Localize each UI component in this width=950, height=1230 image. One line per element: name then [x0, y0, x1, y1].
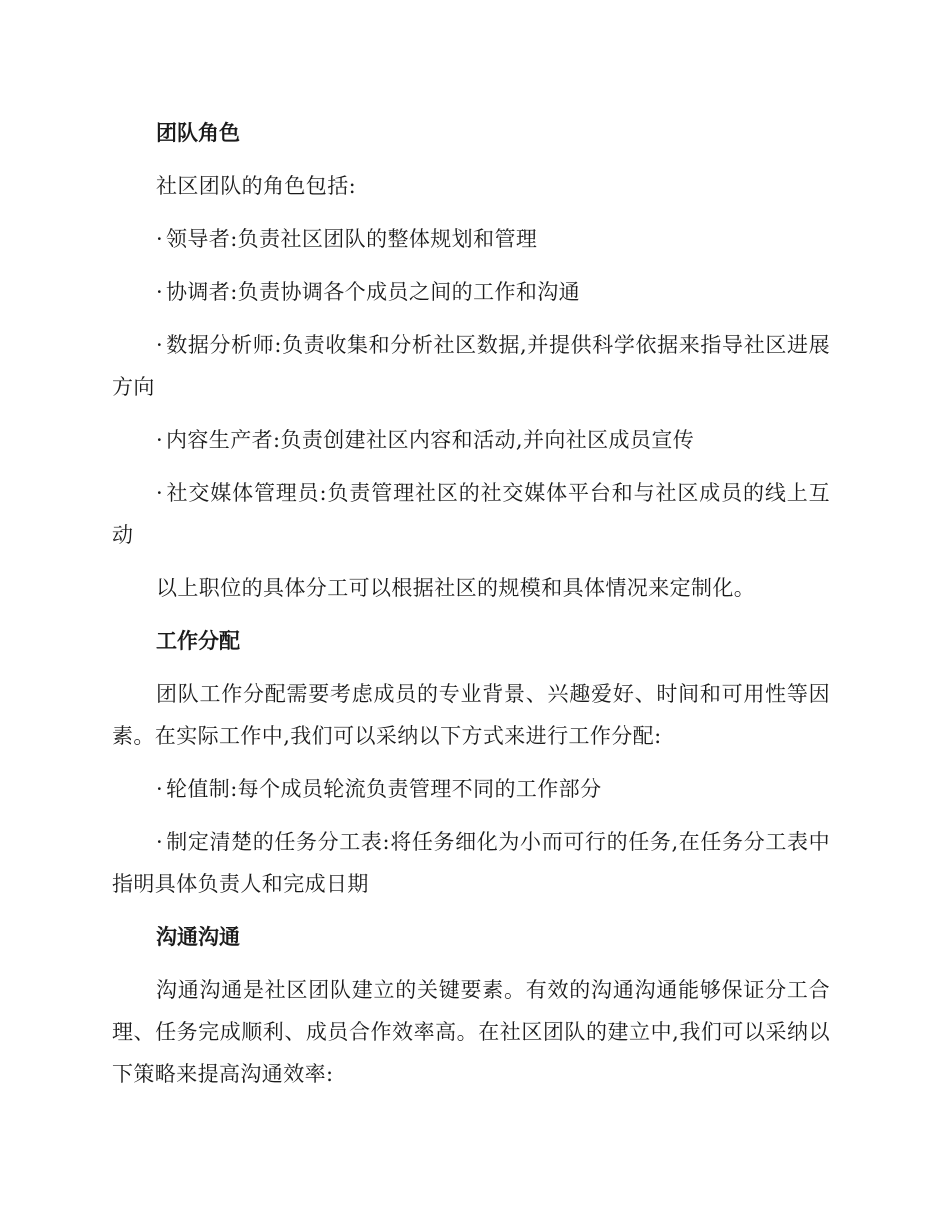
- bullet-symbol: ·: [156, 428, 164, 452]
- bullet-item: [112, 271, 830, 313]
- bullet-item: [112, 768, 830, 810]
- bullet-symbol: ·: [156, 481, 164, 505]
- bullet-item: [112, 821, 830, 905]
- section-intro: 团队工作分配需要考虑成员的专业背景、兴趣爱好、时间和可用性等因素。在实际工作中,我们可以采纳以下方式来进行工作分配:: [112, 682, 830, 748]
- bullet-text: 轮值制:每个成员轮流负责管理不同的工作部分: [166, 777, 602, 801]
- bullet-item: [112, 324, 830, 408]
- bullet-text: 社交媒体管理员:负责管理社区的社交媒体平台和与社区成员的线上互动: [112, 481, 830, 547]
- section-intro: 沟通沟通是社区团队建立的关键要素。有效的沟通沟通能够保证分工合理、任务完成顺利、成员合作效率高。在社区团队的建立中,我们可以采纳以下策略来提高沟通效率:: [112, 978, 830, 1086]
- bullet-symbol: ·: [156, 227, 164, 251]
- bullet-symbol: ·: [156, 333, 164, 357]
- bullet-text: 数据分析师:负责收集和分析社区数据,并提供科学依据来指导社区进展方向: [112, 333, 830, 399]
- bullet-item: [112, 472, 830, 556]
- section-heading-team-roles: 团队角色: [156, 121, 240, 145]
- section-intro: 社区团队的角色包括:: [156, 174, 357, 198]
- bullet-symbol: ·: [156, 830, 164, 854]
- bullet-text: 协调者:负责协调各个成员之间的工作和沟通: [166, 280, 581, 304]
- bullet-text: 内容生产者:负责创建社区内容和活动,并向社区成员宣传: [166, 428, 695, 452]
- section-closing: 以上职位的具体分工可以根据社区的规模和具体情况来定制化。: [156, 576, 756, 600]
- bullet-item: [112, 218, 830, 260]
- bullet-text: 领导者:负责社区团队的整体规划和管理: [166, 227, 538, 251]
- bullet-item: [112, 419, 830, 461]
- bullet-symbol: ·: [156, 777, 164, 801]
- bullet-symbol: ·: [156, 280, 164, 304]
- section-heading-work-allocation: 工作分配: [156, 629, 240, 653]
- section-heading-communication: 沟通沟通: [156, 925, 240, 949]
- bullet-text: 制定清楚的任务分工表:将任务细化为小而可行的任务,在任务分工表中指明具体负责人和完成日期: [112, 830, 830, 896]
